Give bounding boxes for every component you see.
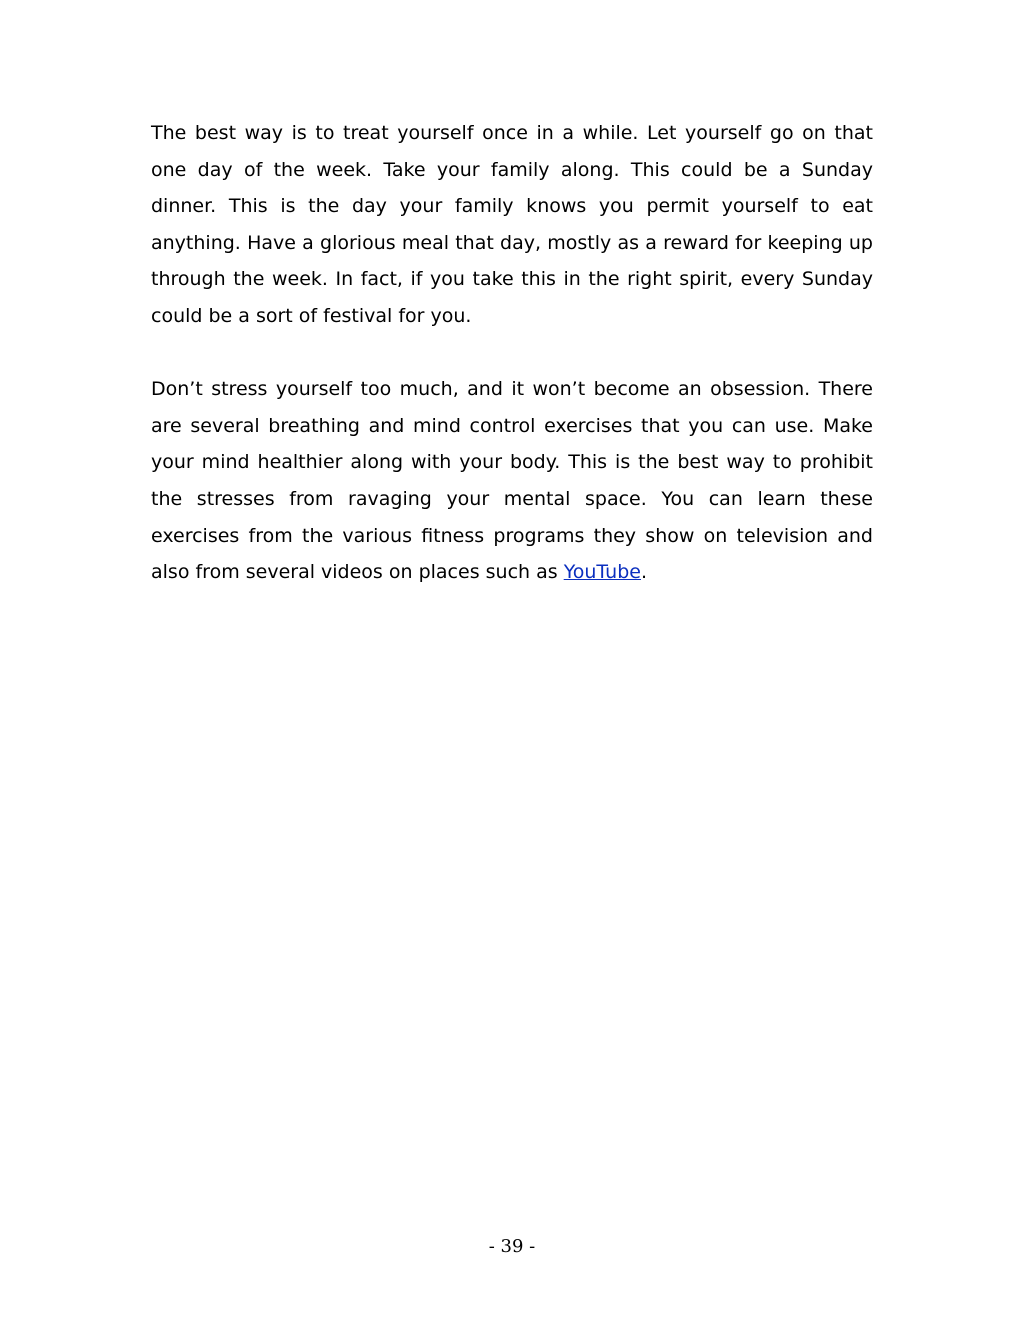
paragraph-stress (151, 371, 873, 591)
paragraph-treat-yourself: The best way is to treat yourself once in a while. Let yourself go on that one day of the week. Take your family along. This could be a Sunday dinner. This is the day your family knows you permit yourself to eat anything. Have a glorious meal that day, mostly as a reward for keeping up through the week. In fact, if you take this in the right spirit, every Sunday could be a sort of festival for you. (151, 122, 873, 327)
page-number: - 39 - (488, 1236, 536, 1257)
paragraph-stress-text: Don’t stress yourself too much, and it won’t become an obsession. There are several breathing and mind control exercises that you can use. Make your mind healthier along with your body. This is the best way to prohibit the stresses from ravaging your mental space. You can learn these exercises from the various fitness programs they show on television and also from several videos on places such as (151, 378, 873, 584)
body-text (151, 115, 873, 591)
youtube-link[interactable]: YouTube (563, 561, 641, 584)
paragraph-stress-end: . (640, 561, 647, 584)
